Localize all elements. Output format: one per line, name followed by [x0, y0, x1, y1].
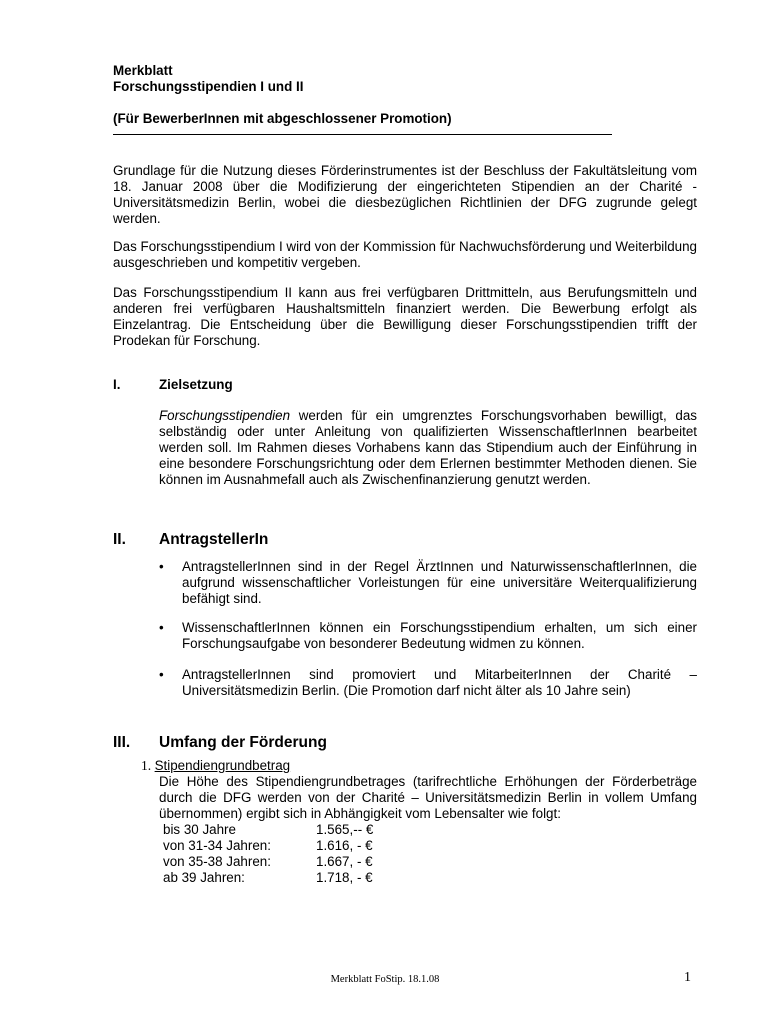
rate-amount: 1.718, - €: [316, 870, 373, 885]
section-1-body-italic: Forschungsstipendien: [159, 408, 291, 423]
section-2-bullet-2: WissenschaftlerInnen können ein Forschungsstipendium erhalten, um sich einer Forschungsaufgabe von besonderer Bedeutung widmen zu können.: [182, 620, 697, 651]
section-3-body: Die Höhe des Stipendiengrundbetrages (tarifrechtliche Erhöhungen der Förderbeträge durch die DFG werden von der Charité – Universitätsmedizin Berlin in vollem Umfang übernommen) ergibt sich in Abhängigkeit vom Lebensalter wie folgt:: [159, 774, 697, 821]
intro-paragraph-1: Grundlage für die Nutzung dieses Förderinstrumentes ist der Beschluss der Fakultätsleitung vom 18. Januar 2008 über die Modifizierung der eingerichteten Stipendien an der Charité - Universitätsmedizin Berlin, wobei die diesbezüglichen Richtlinien der DFG zugrunde gelegt werden.: [113, 163, 697, 226]
section-2-title: AntragstellerIn: [159, 531, 269, 548]
section-3-item-title: Stipendiengrundbetrag: [154, 758, 291, 773]
section-3-item-1: [141, 758, 290, 774]
bullet-icon: •: [159, 559, 164, 574]
rate-amount: 1.565,-- €: [316, 822, 374, 837]
doc-subtitle: Forschungsstipendien I und II: [113, 79, 304, 94]
rate-age: von 31-34 Jahren:: [163, 838, 271, 853]
doc-audience: (Für BewerberInnen mit abgeschlossener Promotion): [113, 111, 452, 126]
rate-age: bis 30 Jahre: [163, 822, 236, 837]
section-1-number: I.: [113, 377, 121, 392]
rate-row: [163, 822, 423, 838]
doc-title: Merkblatt: [113, 63, 173, 78]
rate-amount: 1.616, - €: [316, 838, 373, 853]
bullet-icon: •: [159, 620, 164, 635]
intro-paragraph-2: Das Forschungsstipendium I wird von der Kommission für Nachwuchsförderung und Weiterbildung ausgeschrieben und kompetitiv vergeben.: [113, 239, 698, 270]
rate-row: [163, 870, 423, 886]
section-3-item-number: 1.: [141, 758, 152, 773]
section-1-body: [159, 408, 697, 488]
header-rule: [113, 134, 612, 135]
rate-row: [163, 854, 423, 870]
section-3-title: Umfang der Förderung: [159, 734, 327, 751]
section-1-body-rest: werden für ein umgrenztes Forschungsvorhaben bewilligt, das selbständig oder unter Anleitung von qualifizierten WissenschaftlerInnen bearbeitet werden soll. Im Rahmen dieses Vorhabens kann das Stipendium auch der Einführung in eine besondere Forschungsrichtung oder dem Erlernen bestimmter Methoden dienen. Sie können im Ausnahmefall auch als Zwischenfinanzierung genutzt werden.: [159, 408, 697, 487]
rate-row: [163, 838, 423, 854]
section-2-bullet-3: AntragstellerInnen sind promoviert und MitarbeiterInnen der Charité – Universitätsmedizin Berlin. (Die Promotion darf nicht älter als 10 Jahre sein): [182, 667, 697, 698]
page-footer: Merkblatt FoStip. 18.1.08: [330, 974, 440, 985]
section-2-number: II.: [113, 531, 126, 548]
rate-age: ab 39 Jahren:: [163, 870, 245, 885]
section-2-bullet-1: AntragstellerInnen sind in der Regel ÄrztInnen und NaturwissenschaftlerInnen, die aufgrund wissenschaftlicher Vorleistungen für eine universitäre Weiterqualifizierung befähigt sind.: [182, 559, 697, 606]
rate-amount: 1.667, - €: [316, 854, 373, 869]
bullet-icon: •: [159, 667, 164, 682]
page-number: 1: [684, 970, 691, 985]
rate-age: von 35-38 Jahren:: [163, 854, 271, 869]
intro-paragraph-3: Das Forschungsstipendium II kann aus frei verfügbaren Drittmitteln, aus Berufungsmitteln und anderen frei verfügbaren Haushaltsmitteln finanziert werden. Die Bewerbung erfolgt als Einzelantrag. Die Entscheidung über die Bewilligung dieser Forschungsstipendien trifft der Prodekan für Forschung.: [113, 285, 697, 348]
section-1-title: Zielsetzung: [159, 377, 233, 392]
section-3-number: III.: [113, 734, 131, 751]
